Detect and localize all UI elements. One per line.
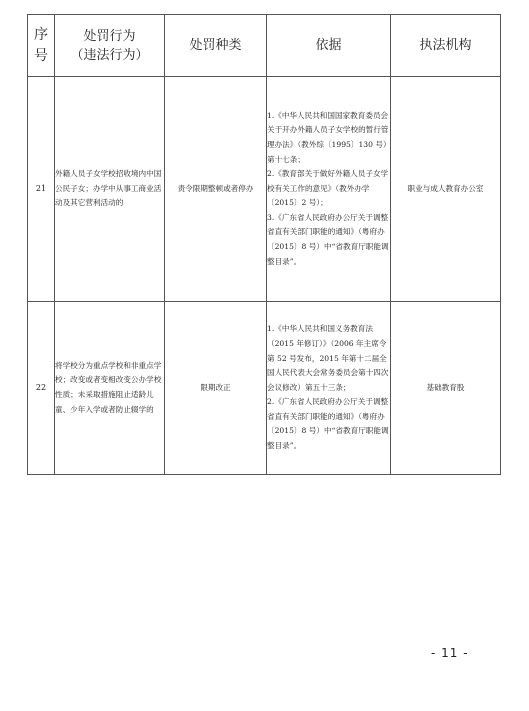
basis-item: 2.《广东省人民政府办公厅关于调整省直有关部门职能的通知》（粤府办〔2015〕8 号）中“省教育厅职能调整目录”。 xyxy=(267,397,389,451)
penalty-table xyxy=(27,14,501,475)
header-seq xyxy=(28,15,55,77)
basis-item: 3.《广东省人民政府办公厅关于调整省直有关部门职能的通知》（粤府办〔2015〕8 号）中“省教育厅职能调整目录”。 xyxy=(267,212,389,266)
row-violation: 外籍人员子女学校招收境内中国公民子女；办学中从事工商业活动及其它营利活动的 xyxy=(55,77,165,302)
table-row xyxy=(28,77,501,302)
row-number: 21 xyxy=(28,77,55,302)
header-act xyxy=(55,15,165,77)
row-legal-basis xyxy=(267,77,391,302)
table-row xyxy=(28,302,501,475)
row-agency: 职业与成人教育办公室 xyxy=(391,77,501,302)
header-basis: 依据 xyxy=(267,15,391,77)
header-seq-line1: 序 xyxy=(34,26,48,43)
header-org: 执法机构 xyxy=(391,15,501,77)
header-kind: 处罚种类 xyxy=(165,15,267,77)
table-header-row xyxy=(28,15,501,77)
row-legal-basis xyxy=(267,302,391,475)
basis-item: 1.《中华人民共和国义务教育法（2015 年修订）》（2006 年主席令第 52 号发布，2015 年第十二届全国人民代表大会常务委员会第十四次会议修改）第五十三条； xyxy=(267,324,389,392)
header-act-line1: 处罚行为 xyxy=(83,28,136,44)
basis-item: 1.《中华人民共和国国家教育委员会关于开办外籍人员子女学校的暂行管理办法》（教外综〔1995〕130 号）第十七条； xyxy=(267,110,389,164)
row-number: 22 xyxy=(28,302,55,475)
page-number: - 11 - xyxy=(431,646,469,660)
row-penalty-type: 限期改正 xyxy=(165,302,267,475)
header-act-line2: （违法行为） xyxy=(70,47,149,63)
header-seq-line2: 号 xyxy=(34,47,48,64)
row-penalty-type: 责令限期整顿或者停办 xyxy=(165,77,267,302)
basis-item: 2.《教育部关于做好外籍人员子女学校有关工作的意见》（教外办学〔2015〕2 号）； xyxy=(267,169,389,208)
row-agency: 基础教育股 xyxy=(391,302,501,475)
row-violation: 将学校分为重点学校和非重点学校；改变或者变相改变公办学校性质；未采取措施阻止适龄儿童、少年入学或者防止辍学的 xyxy=(55,302,165,475)
